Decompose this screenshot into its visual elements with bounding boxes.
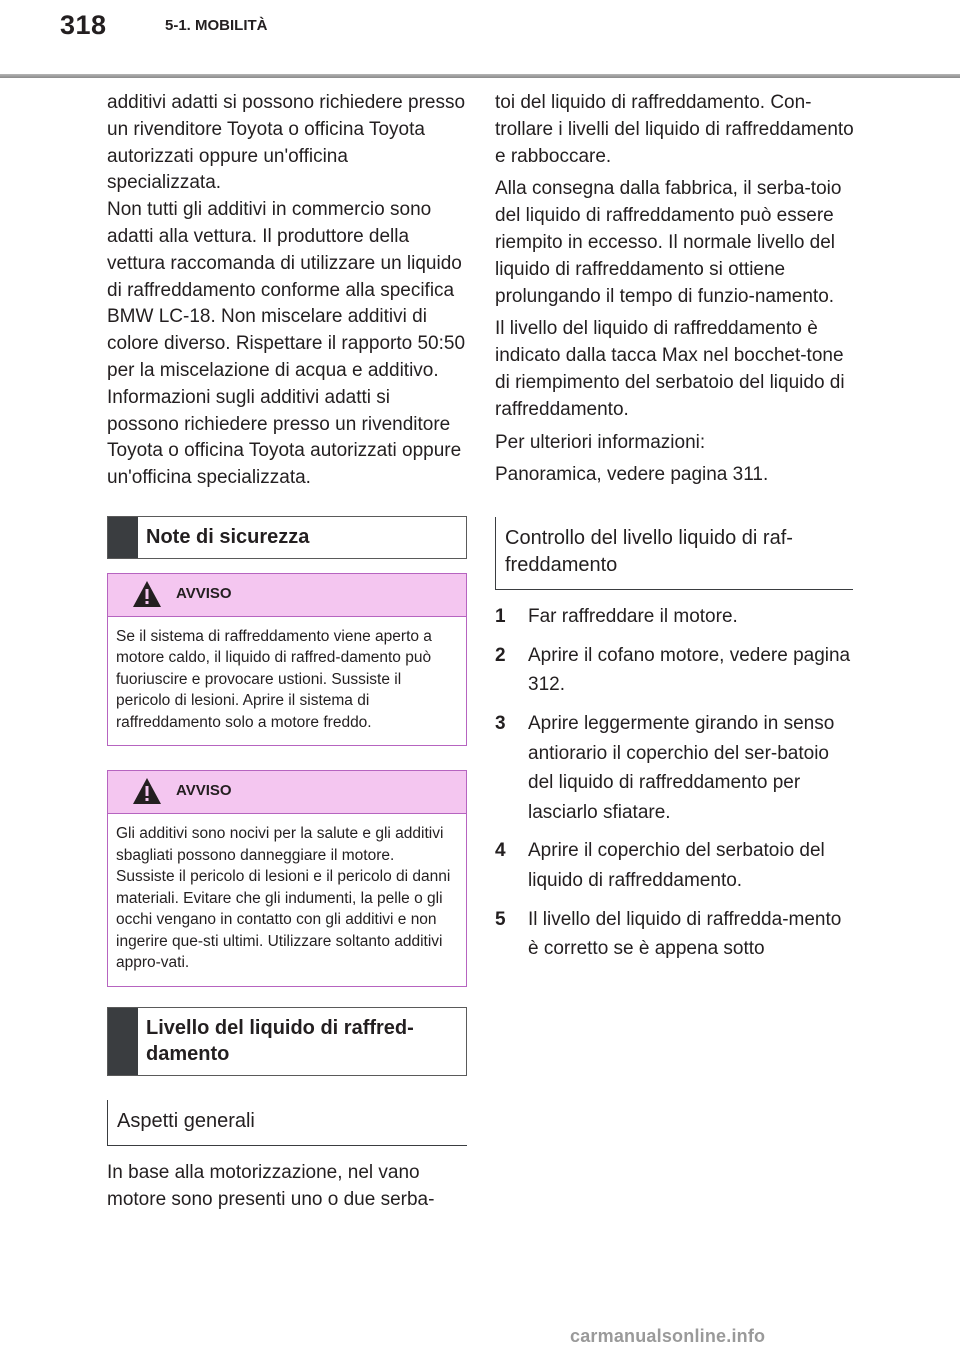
- warning-box-1: [107, 573, 467, 747]
- steps-list: [495, 602, 857, 964]
- check-level-subheading: Controllo del livello liquido di raf-freddamento: [495, 517, 853, 590]
- warning-triangle-icon: [132, 777, 162, 805]
- watermark: carmanualsonline.info: [570, 1326, 766, 1346]
- right-column: [495, 90, 857, 973]
- left-column: [107, 90, 467, 1214]
- step-text: Aprire il coperchio del serbatoio del liquido di raffreddamento.: [528, 840, 825, 891]
- warning-title: AVVISO: [176, 782, 232, 800]
- max-mark-paragraph: Il livello del liquido di raffreddamento è indicato dalla tacca Max nel bocchet-tone di riempimento del serbatoio del liquido di raffreddamento.: [495, 318, 845, 420]
- heading-bar: [108, 1008, 138, 1075]
- coolant-level-heading: [107, 1007, 467, 1076]
- page-number: 318: [60, 10, 107, 40]
- warning-body: Se il sistema di raffreddamento viene aperto a motore caldo, il liquido di raffred-damento può fuoriuscire e provocare ustioni. Sussiste il pericolo di lesioni. Aprire il sistema di raffreddamento solo a motore freddo.: [116, 627, 432, 731]
- warning-body: Gli additivi sono nocivi per la salute e gli additivi sbagliati possono danneggiare il motore. Sussiste il pericolo di lesioni e il pericolo di danni materiali. Evitare che gli indumenti, la pelle o gli occhi vengano in contatto con gli additivi e non ingerire que-sti ultimi. Utilizzare soltanto additivi appro-vati.: [116, 825, 451, 972]
- header-divider: [0, 74, 960, 78]
- list-item: [495, 641, 857, 700]
- step-number: 3: [495, 712, 506, 734]
- list-item: [495, 836, 857, 895]
- overview-reference: Panoramica, vedere pagina 311.: [495, 464, 769, 486]
- page-header: [0, 0, 960, 78]
- step-text: Aprire leggermente girando in senso antiorario il coperchio del ser-batoio del liquido di raffreddamento per lasciarlo sfiatare.: [528, 712, 835, 823]
- engine-paragraph: In base alla motorizzazione, nel vano motore sono presenti uno o due serba-: [107, 1161, 435, 1210]
- heading-bar: [108, 517, 138, 558]
- warning-header: [108, 771, 466, 814]
- step-text: Far raffreddare il motore.: [528, 606, 738, 628]
- intro-paragraph: additivi adatti si possono richiedere presso un rivenditore Toyota o officina Toyota autorizzati oppure un'officina specializzata.: [107, 92, 466, 194]
- step-number: 2: [495, 644, 506, 666]
- step-number: 4: [495, 840, 506, 862]
- list-item: [495, 905, 857, 964]
- warning-triangle-icon: [132, 580, 162, 608]
- step-number: 5: [495, 908, 506, 930]
- step-number: 1: [495, 606, 506, 628]
- warning-box-2: [107, 770, 467, 987]
- coolant-level-heading-text: Livello del liquido di raffred-damento: [146, 1016, 414, 1065]
- list-item: [495, 709, 857, 827]
- warning-header: [108, 574, 466, 617]
- section-title: 5-1. MOBILITÀ: [165, 17, 268, 34]
- step-text: Il livello del liquido di raffredda-mento è corretto se è appena sotto: [528, 908, 842, 960]
- factory-paragraph: Alla consegna dalla fabbrica, il serba-toio del liquido di raffreddamento può essere riempito in eccesso. Il normale livello del liquido di raffreddamento si ottiene prolungando il tempo di funzio-namento.: [495, 178, 842, 307]
- safety-heading-text: Note di sicurezza: [146, 525, 310, 548]
- list-item: [495, 602, 857, 632]
- additives-paragraph: Non tutti gli additivi in commercio sono adatti alla vettura. Il produttore della vettura raccomanda di utilizzare un liquido di raffreddamento conforme alla specifica BMW LC-18. Non miscelare additivi di colore diverso. Rispettare il rapporto 50:50 per la miscelazione di acqua e additivo. Informazioni sugli additivi adatti si possono richiedere presso un rivenditore Toyota o officina Toyota autorizzati oppure un'officina specializzata.: [107, 199, 466, 489]
- step-text: Aprire il cofano motore, vedere pagina 312.: [528, 644, 851, 696]
- warning-title: AVVISO: [176, 584, 232, 602]
- reservoir-paragraph: toi del liquido di raffreddamento. Con-trollare i livelli del liquido di raffreddamento e rabboccare.: [495, 92, 854, 167]
- safety-heading: [107, 516, 467, 559]
- general-subheading: Aspetti generali: [107, 1100, 467, 1146]
- info-paragraph: Per ulteriori informazioni:: [495, 431, 706, 453]
